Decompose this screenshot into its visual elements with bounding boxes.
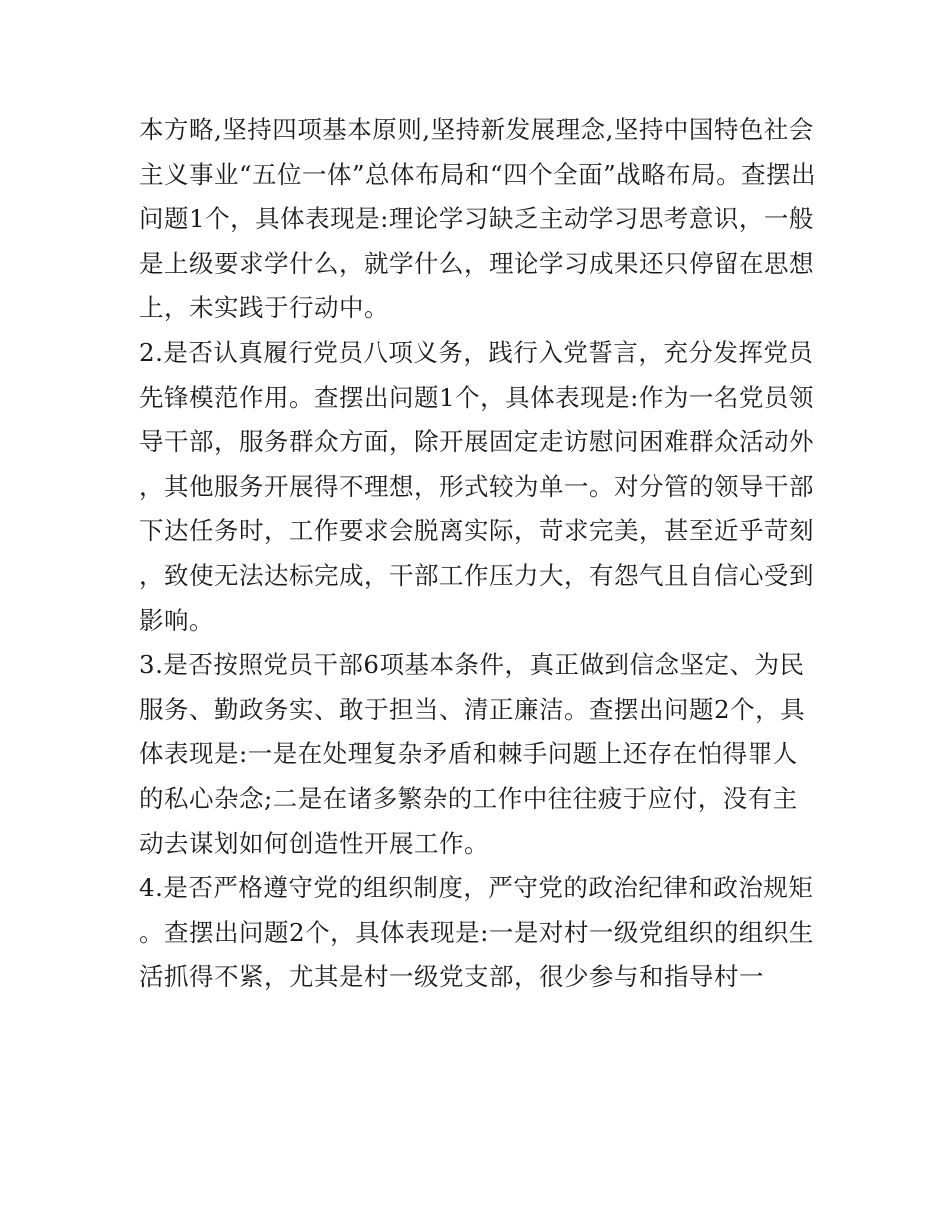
- paragraph-item-3: 3.是否按照党员干部6项基本条件，真正做到信念坚定、为民服务、勤政务实、敢于担当、清正廉洁。查摆出问题2个，具体表现是:一是在处理复杂矛盾和棘手问题上还存在怕得罪人的私心杂念;二是在诸多繁杂的工作中往往疲于应付，没有主动去谋划如何创造性开展工作。: [139, 650, 806, 858]
- paragraph-item-4: 4.是否严格遵守党的组织制度，严守党的政治纪律和政治规矩。查摆出问题2个，具体表现是:一是对村一级党组织的组织生活抓得不紧，尤其是村一级党支部，很少参与和指导村一: [139, 873, 814, 992]
- document-body: [139, 108, 819, 1000]
- paragraph-item-2: 2.是否认真履行党员八项义务，践行入党誓言，充分发挥党员先锋模范作用。查摆出问题1个，具体表现是:作为一名党员领导干部，服务群众方面，除开展固定走访慰问困难群众活动外，其他服务开展得不理想，形式较为单一。对分管的领导干部下达任务时，工作要求会脱离实际，苛求完美，甚至近乎苛刻，致使无法达标完成，干部工作压力大，有怨气且自信心受到影响。: [139, 337, 814, 635]
- paragraph-continuation: 本方略,坚持四项基本原则,坚持新发展理念,坚持中国特色社会主义事业“五位一体”总体布局和“四个全面”战略布局。查摆出问题1个，具体表现是:理论学习缺乏主动学习思考意识，一般是上级要求学什么，就学什么，理论学习成果还只停留在思想上，未实践于行动中。: [139, 115, 817, 323]
